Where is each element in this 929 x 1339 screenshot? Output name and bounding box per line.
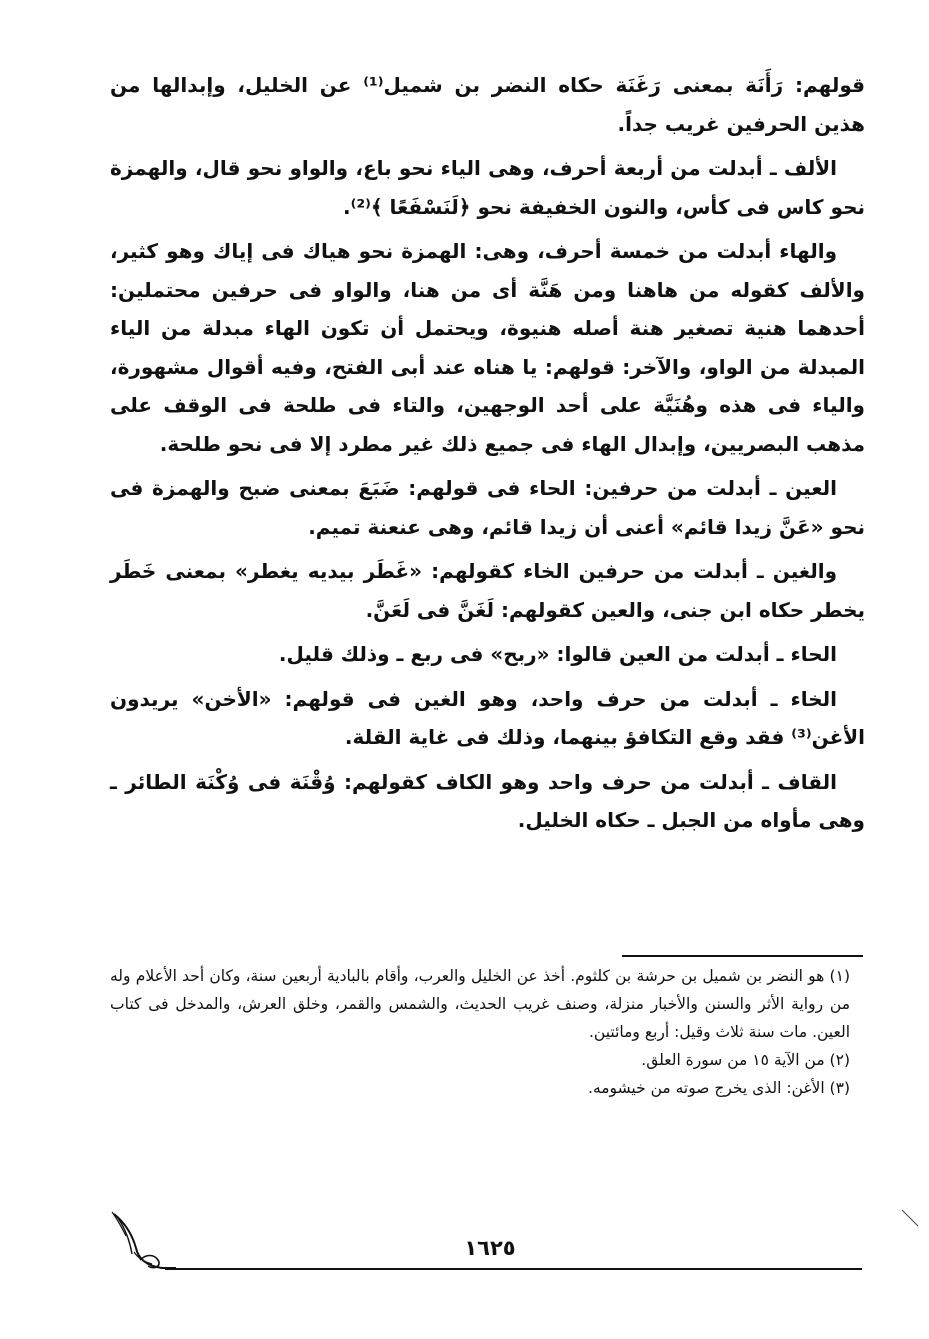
paragraph-ha: والهاء أبدلت من خمسة أحرف، وهى: الهمزة نحو هياك فى إياك وهو كثير، والألف كقوله من هاهنا ومن هَنَّة أى من هنا، والواو فى حرفين محتملين: أحدهما هنية تصغير هنة أصله هنيوة، ويحتمل أن تكون الهاء مبدلة من الياء المبدلة من الواو، والآخر: قولهم: يا هناه عند أبى الفتح، وفيه أقوال مشهورة، والياء فى هذه وهُنَيَّة على أحد الوجهين، والتاء فى طلحة فى الوقف على مذهب البصريين، وإبدال الهاء فى جميع ذلك غير مطرد إلا فى نحو طلحة. xyxy=(110,239,865,456)
footnotes xyxy=(110,962,850,1102)
paragraph-khaa: الخاء ـ أبدلت من حرف واحد، وهو الغين فى قولهم: «الأخن» يريدون الأغن⁽³⁾ فقد وقع التكافؤ بينهما، وذلك فى غاية القلة. xyxy=(110,686,865,749)
main-text xyxy=(110,66,865,846)
quill-ornament-icon xyxy=(110,1208,180,1274)
paragraph-qaf: القاف ـ أبدلت من حرف واحد وهو الكاف كقولهم: وُقْنَة فى وُكْنَة الطائر ـ وهى مأواه من الجبل ـ حكاه الخليل. xyxy=(110,769,865,832)
paragraph-haa: الحاء ـ أبدلت من العين قالوا: «ربح» فى ربع ـ وذلك قليل. xyxy=(278,642,837,666)
paragraph-ghayn: والغين ـ أبدلت من حرفين الخاء كقولهم: «غَطَر بيديه يغطر» بمعنى خَطَر يخطر حكاه ابن جنى، والعين كقولهم: لَغَنَّ فى لَعَنَّ. xyxy=(110,559,865,622)
bottom-rule xyxy=(165,1268,862,1270)
page-number: ١٦٢٥ xyxy=(464,1236,516,1260)
footnote-3: (٣) الأغن: الذى يخرج صوته من خيشومه. xyxy=(588,1079,850,1097)
paragraph-ra-nun: قولهم: رَأَنَة بمعنى رَغَنَة حكاه النضر بن شميل⁽¹⁾ عن الخليل، وإبدالها من هذين الحرفين غريب جداً. xyxy=(110,73,865,136)
paragraph-alif: الألف ـ أبدلت من أربعة أحرف، وهى الياء نحو باع، والواو نحو قال، والهمزة نحو كاس فى كأس، والنون الخفيفة نحو ﴿لَنَسْفَعًا ﴾⁽²⁾. xyxy=(110,156,865,219)
footnote-1: (١) هو النضر بن شميل بن حرشة بن كلثوم. أخذ عن الخليل والعرب، وأقام بالبادية أربعين سنة، وكان أحد الأعلام وله من رواية الأثر والسنن والأخبار منزلة، وصنف غريب الحديث، والشمس والقمر، وخلق العرش، والمدخل فى كتاب العين. مات سنة ثلاث وقيل: أربع ومائتين. xyxy=(110,967,850,1041)
footnote-separator xyxy=(622,955,863,957)
paragraph-ayn: العين ـ أبدلت من حرفين: الحاء فى قولهم: ضَبَعَ بمعنى ضبح والهمزة فى نحو «عَنَّ زيدا قائم» أعنى أن زيدا قائم، وهى عنعنة تميم. xyxy=(110,476,865,539)
margin-mark-icon xyxy=(900,1208,922,1230)
footnote-2: (٢) من الآية ١٥ من سورة العلق. xyxy=(641,1051,850,1069)
